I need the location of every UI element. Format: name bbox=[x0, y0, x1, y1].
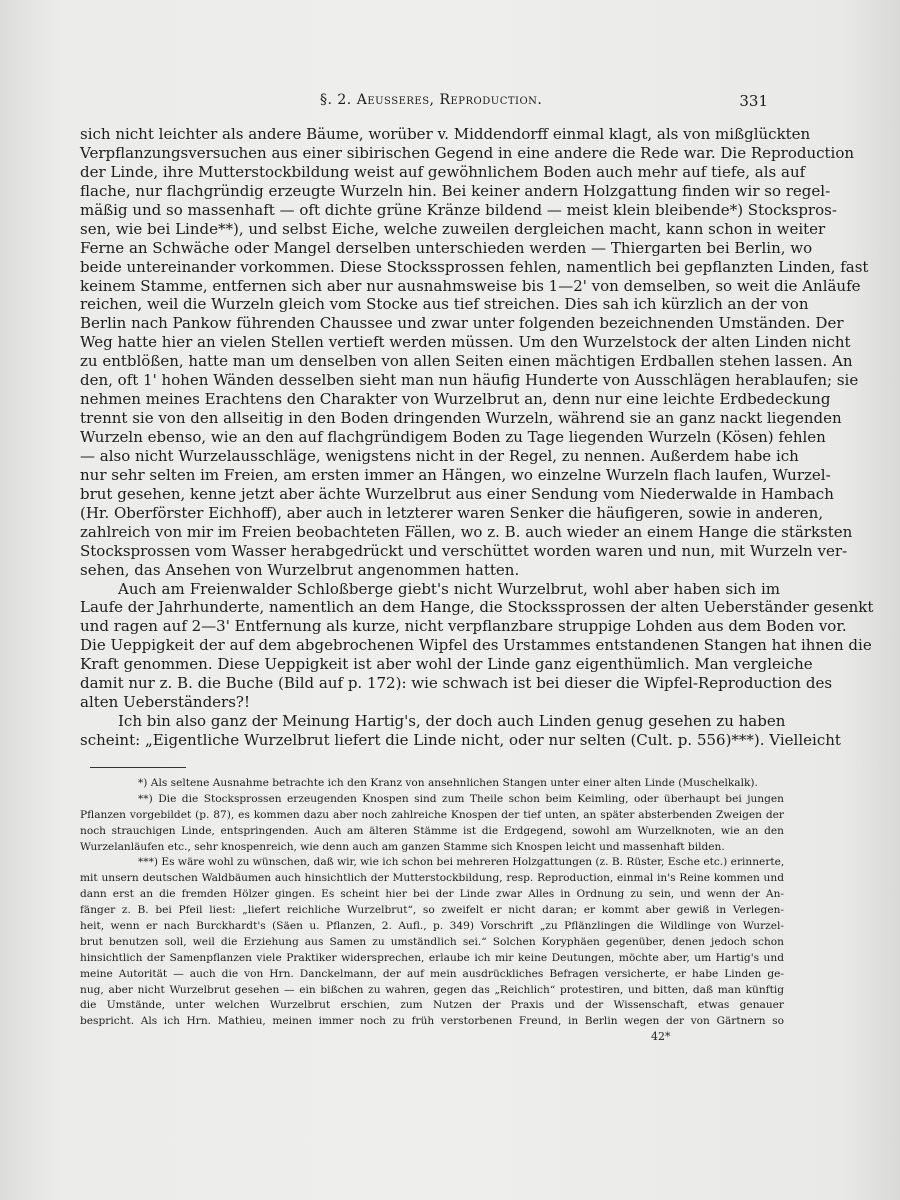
footnote-line: ***) Es wäre wohl zu wünschen, daß wir, wie ich schon bei mehreren Holzgattungen (z. B. Rüster, Esche etc.) erinnerte, bbox=[138, 856, 785, 869]
text-line: (Hr. Oberförster Eichhoff), aber auch in letzterer waren Senker die häufigeren, sowie in anderen, bbox=[80, 503, 824, 522]
text-line: damit nur z. B. die Buche (Bild auf p. 172): wie schwach ist bei dieser die Wipfel-Reproduction des bbox=[80, 674, 833, 693]
footnote-line: **) Die die Stocksprossen erzeugenden Knospen sind zum Theile schon beim Keimling, oder überhaupt bei jungen bbox=[138, 792, 784, 805]
text-line: Die Ueppigkeit der auf dem abgebrochenen Wipfel des Urstammes entstandenen Stangen hat ihnen die bbox=[80, 636, 872, 655]
text-line: Kraft genommen. Diese Ueppigkeit ist aber wohl der Linde ganz eigenthümlich. Man vergleiche bbox=[80, 655, 813, 674]
footnote-line: noch strauchigen Linde, entspringenden. Auch am älteren Stämme ist die Erdgegend, sowohl am Wurzelknoten, wie an den bbox=[80, 824, 784, 837]
text-line: — also nicht Wurzelausschläge, wenigstens nicht in der Regel, zu nennen. Außerdem habe ich bbox=[80, 446, 799, 465]
footnote-line: mit unsern deutschen Waldbäumen auch hinsichtlich der Mutterstockbildung, resp. Reproduction, einmal in's Reine kommen und bbox=[80, 872, 784, 885]
text-line: brut gesehen, kenne jetzt aber ächte Wurzelbrut aus einer Sendung vom Niederwalde in Hambach bbox=[80, 484, 834, 503]
page-header bbox=[0, 92, 900, 114]
footnote-line: bespricht. Als ich Hrn. Mathieu, meinen immer noch zu früh verstorbenen Freund, in Berlin wegen der von Gärtnern so bbox=[80, 1015, 784, 1028]
text-line: nehmen meines Erachtens den Charakter von Wurzelbrut an, denn nur eine leichte Erdbedeckung bbox=[80, 390, 831, 409]
text-line: beide untereinander vorkommen. Diese Stockssprossen fehlen, namentlich bei gepflanzten Linden, fast bbox=[80, 257, 869, 276]
text-line: sich nicht leichter als andere Bäume, worüber v. Middendorff einmal klagt, als von mißglückten bbox=[80, 125, 811, 143]
text-line: mäßig und so massenhaft — oft dichte grüne Kränze bildend — meist klein bleibende*) Stockspros- bbox=[80, 200, 837, 219]
text-line: reichen, weil die Wurzeln gleich vom Stocke aus tief streichen. Dies sah ich kürzlich an der von bbox=[80, 295, 809, 314]
text-line: nur sehr selten im Freien, am ersten immer an Hängen, wo einzelne Wurzeln flach laufen, Wurzel- bbox=[80, 465, 831, 484]
text-line: Ich bin also ganz der Meinung Hartig's, der doch auch Linden genug gesehen zu haben bbox=[118, 712, 786, 731]
text-line: alten Ueberständers?! bbox=[80, 693, 250, 712]
text-line: der Linde, ihre Mutterstockbildung weist auf gewöhnlichem Boden auch mehr auf tiefe, als auf bbox=[80, 162, 806, 181]
text-line: trennt sie von den allseitig in den Boden dringenden Wurzeln, während sie an ganz nackt liegenden bbox=[80, 409, 842, 428]
footnote-rule bbox=[90, 767, 186, 768]
main-text bbox=[80, 125, 874, 750]
text-line: Ferne an Schwäche oder Mangel derselben unterschieden werden — Thiergarten bei Berlin, wo bbox=[80, 238, 813, 257]
text-line: und ragen auf 2—3' Entfernung als kurze, nicht verpflanzbare struppige Lohden aus dem Boden vor. bbox=[80, 617, 847, 636]
text-line: keinem Stamme, entfernen sich aber nur ausnahmsweise bis 1—2' von demselben, so weit die Anläufe bbox=[80, 276, 861, 295]
footnote-line: dann erst an die fremden Hölzer gingen. Es scheint hier bei der Linde zwar Alles in Ordnung zu sein, und wenn der An- bbox=[80, 888, 784, 901]
footnote-line: brut benutzen soll, weil die Erziehung aus Samen zu umständlich sei.“ Solchen Koryphäen gegenüber, denen jedoch schon bbox=[80, 935, 784, 948]
text-line: zu entblößen, hatte man um denselben von allen Seiten einen mächtigen Erdballen stehen lassen. An bbox=[80, 352, 853, 371]
footnote-line: meine Autorität — auch die von Hrn. Danckelmann, der auf mein ausdrückliches Befragen versicherte, er habe Linden ge- bbox=[80, 967, 784, 980]
text-line: scheint: „Eigentliche Wurzelbrut liefert die Linde nicht, oder nur selten (Cult. p. 556)***). Vielleicht bbox=[80, 731, 841, 749]
footnote-line: *) Als seltene Ausnahme betrachte ich den Kranz von ansehnlichen Stangen unter einer alten Linde (Muschelkalk). bbox=[138, 777, 758, 789]
text-line: Weg hatte hier an vielen Stellen vertieft werden müssen. Um den Wurzelstock der alten Linden nicht bbox=[80, 333, 851, 352]
page-number: 331 bbox=[739, 92, 768, 110]
text-line: zahlreich von mir im Freien beobachteten Fällen, wo z. B. auch wieder an einem Hange die stärksten bbox=[80, 522, 853, 541]
footnote-line: heit, wenn er nach Burckhardt's (Säen u. Pflanzen, 2. Aufl., p. 349) Vorschrift „zu Pflänzlingen die Wildlinge von Wurzel- bbox=[80, 920, 784, 933]
text-line: flache, nur flachgründig erzeugte Wurzeln hin. Bei keiner andern Holzgattung finden wir so regel- bbox=[80, 181, 831, 200]
footnote-line: Wurzelanläufen etc., sehr knospenreich, wie denn auch am ganzen Stamme sich Knospen leicht und massenhaft bilden. bbox=[80, 840, 725, 853]
text-line: Verpflanzungsversuchen aus einer sibirischen Gegend in eine andere die Rede war. Die Reproduction bbox=[80, 143, 855, 162]
text-line: sehen, das Ansehen von Wurzelbrut angenommen hatten. bbox=[80, 560, 520, 579]
text-line: Berlin nach Pankow führenden Chaussee und zwar unter folgenden bezeichnenden Umständen. Der bbox=[80, 314, 844, 333]
text-line: Laufe der Jahrhunderte, namentlich an dem Hange, die Stockssprossen der alten Ueberständer gesenkt bbox=[80, 598, 874, 617]
footnotes bbox=[80, 776, 784, 1030]
text-line: Wurzeln ebenso, wie an den auf flachgründigem Boden zu Tage liegenden Wurzeln (Kösen) fehlen bbox=[80, 428, 826, 446]
footnote-line: fänger z. B. bei Pfeil liest: „liefert reichliche Wurzelbrut“, so zweifelt er nicht daran; er kommt aber gewiß in Verlegen- bbox=[80, 904, 784, 917]
text-line: Auch am Freienwalder Schloßberge giebt's nicht Wurzelbrut, wohl aber haben sich im bbox=[118, 579, 780, 598]
footnote-line: hinsichtlich der Samenpflanzen viele Praktiker widersprechen, erlaube ich mir keine Deutungen, möchte aber, um Hartig's und bbox=[80, 951, 784, 964]
text-line: den, oft 1' hohen Wänden desselben sieht man nun häufig Hunderte von Ausschlägen herablaufen; sie bbox=[80, 371, 859, 390]
text-line: Stocksprossen vom Wasser herabgedrückt und verschüttet worden waren und nun, mit Wurzeln ver- bbox=[80, 541, 848, 560]
footnote-line: die Umstände, unter welchen Wurzelbrut erschien, zum Nutzen der Praxis und der Wissenschaft, etwas genauer bbox=[80, 999, 784, 1012]
footnote-line: nug, aber nicht Wurzelbrut gesehen — ein bißchen zu wahren, gegen das „Reichlich“ protestiren, und bitten, daß man künftig bbox=[80, 983, 784, 996]
running-title: §. 2. Aeusseres, Reproduction. bbox=[320, 92, 543, 108]
text-line: sen, wie bei Linde**), und selbst Eiche, welche zuweilen dergleichen macht, kann schon in weiter bbox=[80, 219, 826, 238]
signature-mark: 42* bbox=[651, 1030, 671, 1043]
footnote-line: Pflanzen vorgebildet (p. 87), es kommen dazu aber noch zahlreiche Knospen der tief unten, an später absterbenden Zweigen der bbox=[80, 808, 784, 821]
